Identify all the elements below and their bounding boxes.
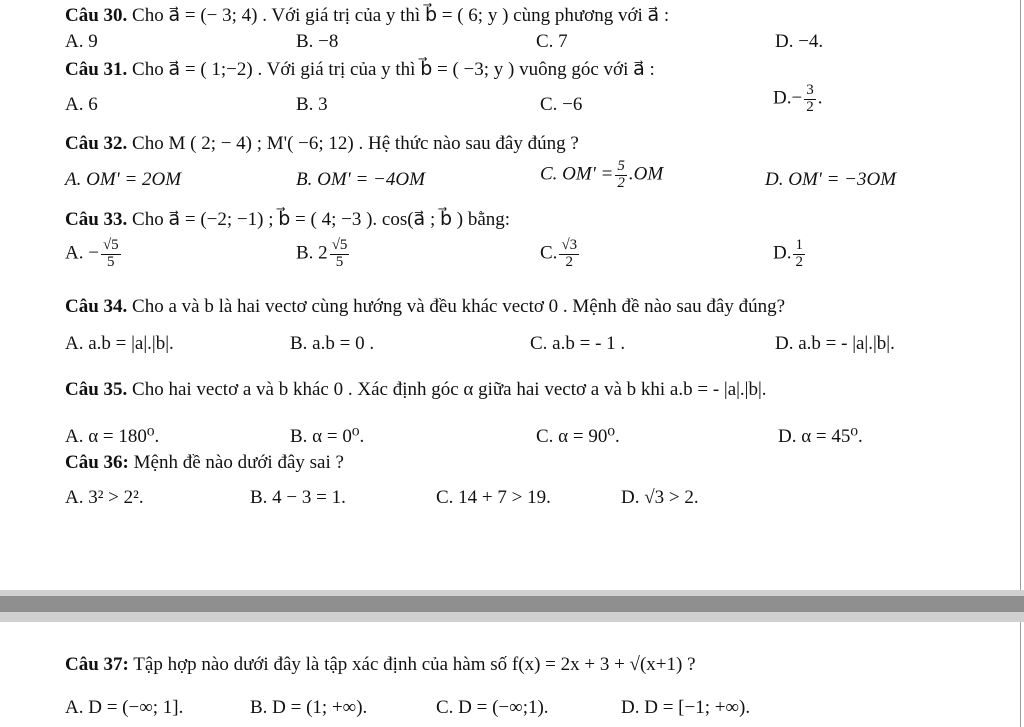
q30-option-d: D. −4. bbox=[775, 31, 824, 52]
fraction: $\frac{√3}{2}$ bbox=[561, 237, 578, 270]
q33-option-b: B. 2 $\frac{√5}{5}$ bbox=[296, 237, 348, 270]
q37-option-a: A. D = (−∞; 1]. bbox=[65, 697, 184, 718]
fraction: $\frac{1}{2}$ bbox=[795, 237, 803, 270]
fraction: $\frac{√5}{5}$ bbox=[102, 237, 119, 270]
fraction: $\frac{5}{2}$ bbox=[617, 158, 625, 191]
fraction: $\frac{3}{2}$ bbox=[806, 82, 814, 115]
q30-option-a: A. 9 bbox=[65, 31, 98, 52]
q35-option-c: C. α = 90⁰. bbox=[536, 426, 620, 447]
question-33: Câu 33. Cho a⃗ = (−2; −1) ; b⃗ = ( 4; −3 ). cos(a⃗ ; b⃗ ) bằng: bbox=[65, 209, 511, 230]
q36-option-c: C. 14 + 7 > 19. bbox=[436, 487, 551, 508]
q30-option-b: B. −8 bbox=[296, 31, 339, 52]
q32-option-b: B. OM' = −4OM bbox=[296, 169, 425, 190]
q32-option-a: A. OM' = 2OM bbox=[65, 169, 182, 190]
question-32: Câu 32. Cho M ( 2; − 4) ; M'( −6; 12) . Hệ thức nào sau đây đúng ? bbox=[65, 133, 579, 154]
q36-option-d: D. √3 > 2. bbox=[621, 487, 699, 508]
q35-option-b: B. α = 0⁰. bbox=[290, 426, 365, 447]
question-31: Câu 31. Cho a⃗ = ( 1;−2) . Với giá trị của y thì b⃗ = ( −3; y ) vuông góc với a⃗ : bbox=[65, 59, 655, 80]
q37-option-b: B. D = (1; +∞). bbox=[250, 697, 368, 718]
q34-option-a: A. a.b = |a|.|b|. bbox=[65, 333, 174, 354]
fraction: $\frac{√5}{5}$ bbox=[331, 237, 348, 270]
q34-option-c: C. a.b = - 1 . bbox=[530, 333, 626, 354]
question-36: Câu 36: Mệnh đề nào dưới đây sai ? bbox=[65, 452, 344, 473]
q32-option-d: D. OM' = −3OM bbox=[765, 169, 897, 190]
q35-option-a: A. α = 180⁰. bbox=[65, 426, 160, 447]
q31-option-b: B. 3 bbox=[296, 94, 328, 115]
q36-option-a: A. 3² > 2². bbox=[65, 487, 144, 508]
q30-option-c: C. 7 bbox=[536, 31, 568, 52]
q37-option-d: D. D = [−1; +∞). bbox=[621, 697, 751, 718]
q33-option-c: C. $\frac{√3}{2}$ bbox=[540, 237, 578, 270]
question-35: Câu 35. Cho hai vectơ a và b khác 0 . Xác định góc α giữa hai vectơ a và b khi a.b = - |a|.|b|. bbox=[65, 379, 767, 400]
question-34: Câu 34. Cho a và b là hai vectơ cùng hướng và đều khác vectơ 0 . Mệnh đề nào sau đây đúng? bbox=[65, 296, 786, 317]
question-30: Câu 30. Cho a⃗ = (− 3; 4) . Với giá trị của y thì b⃗ = ( 6; y ) cùng phương với a⃗ : bbox=[65, 5, 670, 26]
q33-option-d: D. $\frac{1}{2}$ bbox=[773, 237, 803, 270]
question-37: Câu 37: Tập hợp nào dưới đây là tập xác định của hàm số f(x) = 2x + 3 + √(x+1) ? bbox=[65, 654, 696, 675]
q34-option-d: D. a.b = - |a|.|b|. bbox=[775, 333, 895, 354]
q31-option-c: C. −6 bbox=[540, 94, 583, 115]
q32-option-c: C. OM' = $\frac{5}{2}$ .OM bbox=[540, 158, 664, 191]
q31-option-a: A. 6 bbox=[65, 94, 98, 115]
page-separator bbox=[0, 590, 1024, 622]
q36-option-b: B. 4 − 3 = 1. bbox=[250, 487, 346, 508]
q33-option-a: A. − $\frac{√5}{5}$ bbox=[65, 237, 119, 270]
q31-option-d: D.− $\frac{3}{2}$ . bbox=[773, 82, 823, 115]
q35-option-d: D. α = 45⁰. bbox=[778, 426, 863, 447]
q34-option-b: B. a.b = 0 . bbox=[290, 333, 375, 354]
q37-option-c: C. D = (−∞;1). bbox=[436, 697, 549, 718]
